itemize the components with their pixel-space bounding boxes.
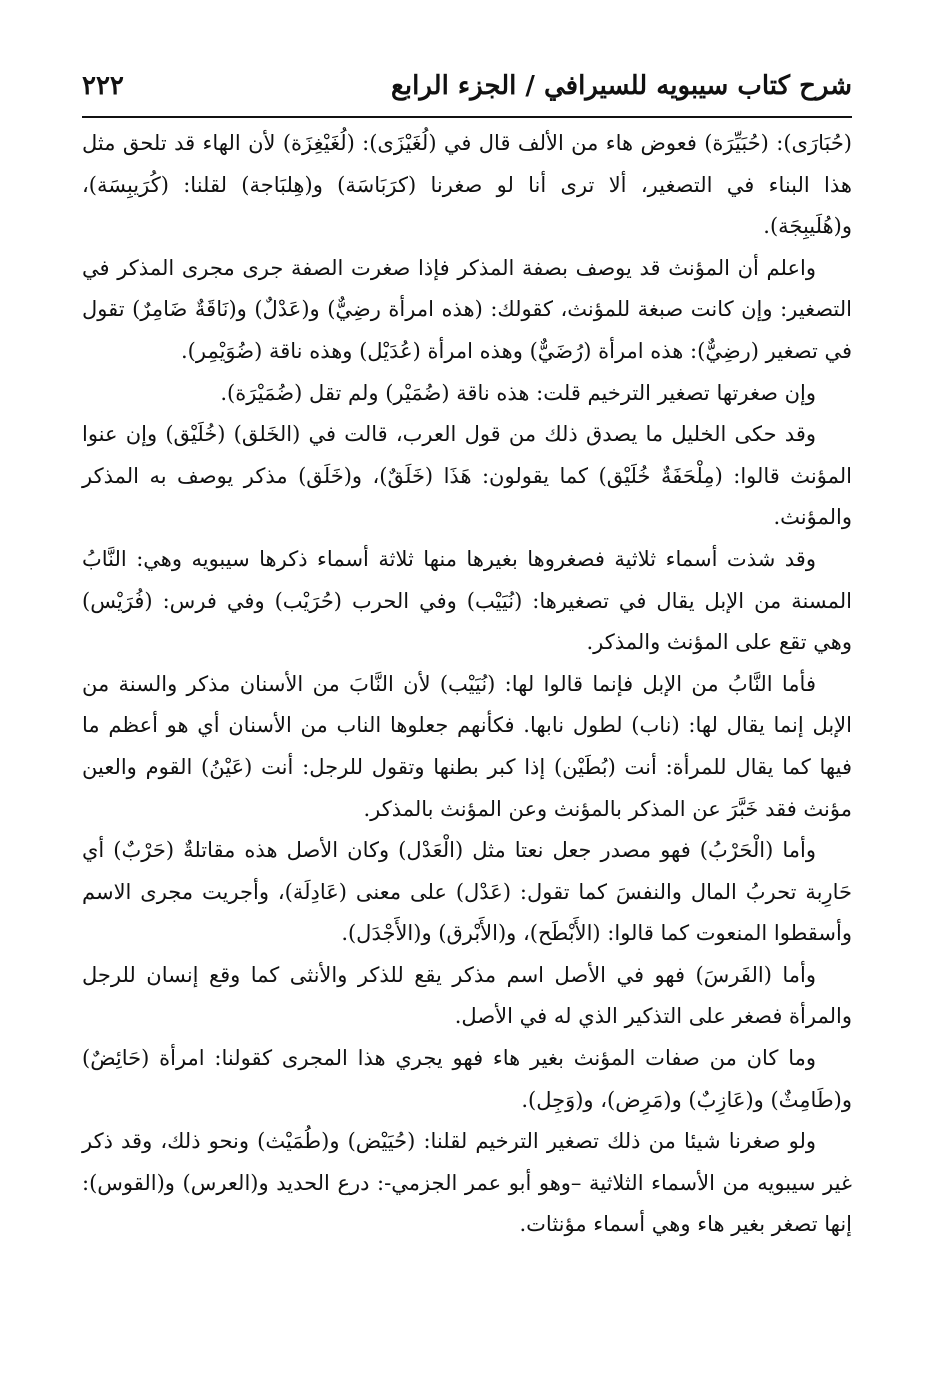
page-header <box>82 62 852 110</box>
header-divider <box>82 116 852 118</box>
paragraph: وقد شذت أسماء ثلاثية فصغروها بغيرها منها ثلاثة أسماء ذكرها سيبويه وهي: النَّابُ المسنة من الإبل يقال في تصغيرها: (نُيَيْب) وفي الحرب (حُرَيْب) وفي فرس: (فُرَيْس) وهي تقع على المؤنث والمذكر. <box>82 546 852 655</box>
paragraph: فأما النَّابُ من الإبل فإنما قالوا لها: (نُيَيْب) لأن النَّابَ من الأسنان مذكر والسنة من الإبل إنما يقال لها: (ناب) لطول نابها. فكأنهم جعلوها الناب من الأسنان أي هو أعظم ما فيها كما يقال للمرأة: أنت (بُطَيْن) إذا كبر بطنها وتقول للرجل: أنت (عَيْنُ) القوم والعين مؤنث فقد خَبَّرَ عن المذكر بالمؤنث وعن المؤنث بالمذكر. <box>82 671 852 821</box>
paragraph: وأما (الْحَرْبُ) فهو مصدر جعل نعتا مثل (الْعَدْل) وكان الأصل هذه مقاتلةٌ (حَرْبٌ) أي حَارِبة تحربُ المال والنفسَ كما تقول: (عَدْل) على معنى (عَادِلَة)، وأجريت مجرى الاسم وأسقطوا المنعوت كما قالوا: (الأَبْطَح)، و(الأَبْرق) و(الأَجْدَل). <box>82 838 852 946</box>
paragraph: واعلم أن المؤنث قد يوصف بصفة المذكر فإذا صغرت الصفة جرى مجرى المذكر في التصغير: وإن كانت صبغة للمؤنث، كقولك: (هذه امرأة رضِيٌّ) و(عَدْلٌ) و(نَاقَةٌ ضَامِرٌ) تقول في تصغير (رضِيٌّ): هذه امرأة (رُضَيٌّ) وهذه امرأة (عُدَيْل) وهذه ناقة (ضُوَيْمِر). <box>82 255 852 363</box>
body-text <box>82 123 852 1246</box>
paragraph: وإن صغرتها تصغير الترخيم قلت: هذه ناقة (ضُمَيْر) ولم تقل (ضُمَيْرَة). <box>220 380 816 405</box>
paragraph: وأما (الفَرسَ) فهو في الأصل اسم مذكر يقع للذكر والأنثى كما وقع إنسان للرجل والمرأة فصغر على التذكير الذي له في الأصل. <box>82 962 852 1029</box>
paragraph: (حُبَارَى): (حُبَيِّرَة) فعوض هاء من الألف قال في (لُغَيْزَى): (لُغَيْغِزَة) لأن الهاء قد تلحق مثل هذا البناء في التصغير، ألا ترى أنا لو صغرنا (كرَبَاسَة) و(هِلبَاجة) لقلنا: (كُرَيبِسَة)، و(هُلَيبِجَة). <box>82 131 852 239</box>
paragraph: وما كان من صفات المؤنث بغير هاء فهو يجري هذا المجرى كقولنا: امرأة (حَائِضٌ) و(طَامِثٌ) و(عَازِبٌ) و(مَرِض)، و(وَجِل). <box>82 1046 852 1112</box>
paragraph: وقد حكى الخليل ما يصدق ذلك من قول العرب، قالت في (الخَلق) (خُلَيْق) وإن عنوا المؤنث قالوا: (مِلْحَفَةٌ خُلَيْق) كما يقولون: هَذَا (خَلَقٌ)، و(خَلَق) مذكر يوصف به المذكر والمؤنث. <box>82 422 852 530</box>
paragraph: ولو صغرنا شيئا من ذلك تصغير الترخيم لقلنا: (حُيَيْض) و(طُمَيْث) ونحو ذلك، وقد ذكر غير سيبويه من الأسماء الثلاثية –وهو أبو عمر الجزمي-: درع الحديد و(العرس) و(القوس): إنها تصغر بغير هاء وهي أسماء مؤنثات. <box>82 1129 852 1237</box>
page-number: ٢٢٢ <box>82 71 124 101</box>
running-title: شرح كتاب سيبويه للسيرافي / الجزء الرابع <box>391 71 852 101</box>
